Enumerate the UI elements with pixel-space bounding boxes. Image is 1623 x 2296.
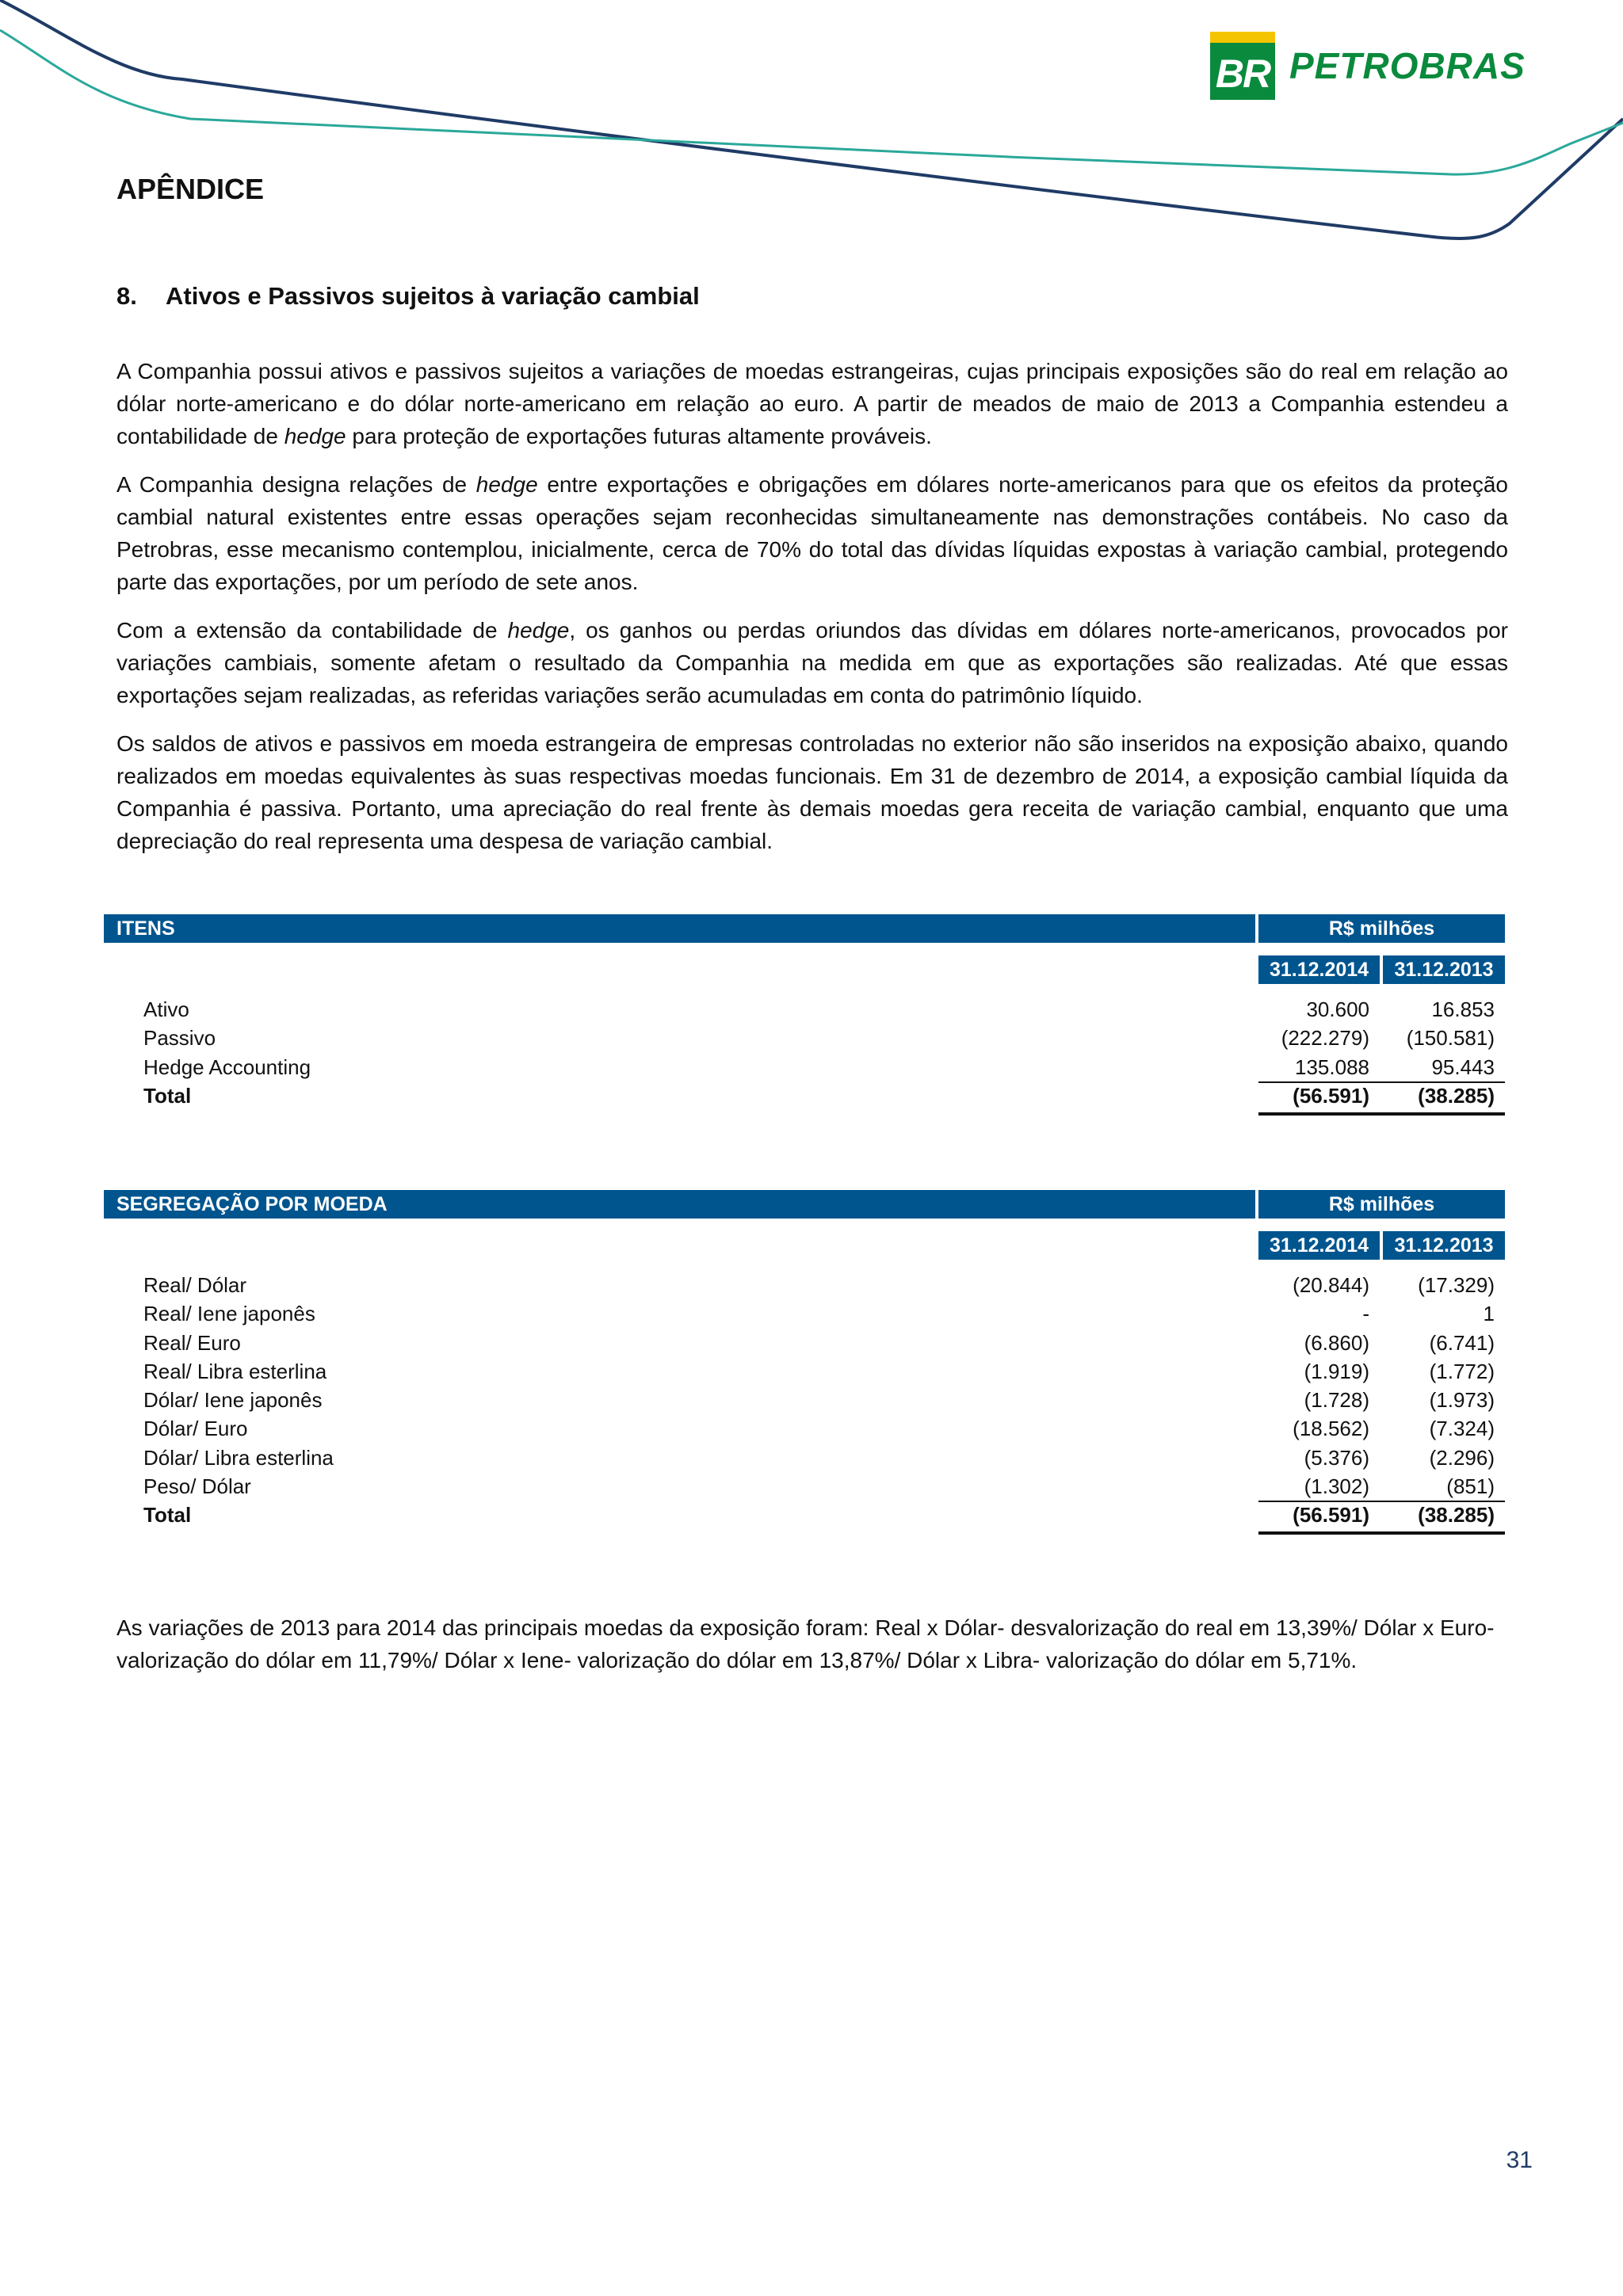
table-unit: R$ milhões (1258, 914, 1505, 943)
value-2014: 30.600 (1306, 997, 1369, 1021)
paragraph: A Companhia designa relações de hedge entre exportações e obrigações em dólares norte-americanos para que os efeitos da proteção cambial natural existentes entre essas operações sejam reconhecidas simultaneamente nas demonstrações contábeis. No caso da Petrobras, esse mecanismo contemplou, inicialmente, cerca de 70% do total das dívidas líquidas expostas à variação cambial, protegendo parte das exportações, por um período de sete anos. (116, 472, 1508, 594)
table-unit: R$ milhões (1258, 1190, 1505, 1219)
value-2014: (1.302) (1304, 1474, 1369, 1499)
table-row (104, 1472, 1505, 1501)
table-row (104, 1414, 1505, 1443)
table-row (104, 1329, 1505, 1357)
closing-paragraph: As variações de 2013 para 2014 das principais moedas da exposição foram: Real x Dólar- desvalorização do real em 13,39%/ Dólar x Euro- valorização do dólar em 11,79%/ Dólar x Iene- valorização do dólar em 13,87%/ Dólar x Libra- valorização do dólar em 5,71%. (116, 1615, 1495, 1672)
row-label: Dólar/ Iene japonês (143, 1388, 323, 1413)
table-row (104, 995, 1505, 1024)
row-label: Passivo (143, 1026, 216, 1051)
column-header-2013: 31.12.2013 (1383, 955, 1505, 984)
table-row (104, 1299, 1505, 1328)
page-header-title: APÊNDICE (116, 173, 265, 205)
currency-segregation-table (104, 1190, 1505, 1530)
value-2013: (1.973) (1429, 1388, 1495, 1413)
value-2013: 1 (1483, 1302, 1495, 1326)
items-table (104, 914, 1505, 1110)
value-2013: (851) (1446, 1474, 1495, 1499)
paragraph: Os saldos de ativos e passivos em moeda estrangeira de empresas controladas no exterior não são inseridos na exposição abaixo, quando realizados em moedas equivalentes às suas respectivas moedas funcionais. Em 31 de dezembro de 2014, a exposição cambial líquida da Companhia é passiva. Portanto, uma apreciação do real frente às demais moedas gera receita de variação cambial, enquanto que uma depreciação do real representa uma despesa de variação cambial. (116, 731, 1508, 853)
value-2014: (20.844) (1293, 1273, 1369, 1297)
table-label: ITENS (104, 914, 1255, 943)
row-label: Dólar/ Libra esterlina (143, 1445, 334, 1470)
page-number: 31 (1506, 2147, 1533, 2173)
table-total-row (104, 1081, 1505, 1110)
row-label: Ativo (143, 997, 189, 1021)
table-row (104, 1357, 1505, 1386)
row-label: Total (143, 1503, 192, 1527)
value-2014: (18.562) (1293, 1417, 1369, 1441)
paragraph: Com a extensão da contabilidade de hedge, os ganhos ou perdas oriundos das dívidas em dólares norte-americanos, provocados por variações cambiais, somente afetam o resultado da Companhia na medida em que as exportações são realizadas. Até que essas exportações sejam realizadas, as referidas variações serão acumuladas em conta do patrimônio líquido. (116, 618, 1508, 707)
table-row (104, 1271, 1505, 1299)
section-title: Ativos e Passivos sujeitos à variação cambial (166, 282, 700, 310)
value-2013: (2.296) (1429, 1445, 1495, 1470)
value-2013: 16.853 (1431, 997, 1495, 1021)
row-label: Real/ Euro (143, 1330, 241, 1355)
row-label: Dólar/ Euro (143, 1417, 248, 1441)
row-label: Real/ Iene japonês (143, 1302, 315, 1326)
table-row (104, 1444, 1505, 1472)
row-label: Real/ Libra esterlina (143, 1359, 327, 1383)
table-label: SEGREGAÇÃO POR MOEDA (104, 1190, 1255, 1219)
total-2014: (56.591) (1293, 1503, 1369, 1527)
column-header-2014: 31.12.2014 (1258, 955, 1380, 984)
column-header-2013: 31.12.2013 (1383, 1231, 1505, 1260)
value-2014: 135.088 (1295, 1055, 1369, 1079)
row-label: Hedge Accounting (143, 1055, 311, 1079)
value-2014: (6.860) (1304, 1330, 1369, 1355)
table-total-row (104, 1501, 1505, 1529)
paragraph: A Companhia possui ativos e passivos sujeitos a variações de moedas estrangeiras, cujas principais exposições são do real em relação ao dólar norte-americano e do dólar norte-americano em relação ao euro. A partir de meados de maio de 2013 a Companhia estendeu a contabilidade de hedge para proteção de exportações futuras altamente prováveis. (116, 359, 1508, 448)
petrobras-logo (1210, 32, 1526, 100)
value-2014: (1.919) (1304, 1359, 1369, 1383)
section-heading (116, 282, 700, 311)
body-text (116, 355, 1508, 857)
row-label: Peso/ Dólar (143, 1474, 251, 1499)
column-header-2014: 31.12.2014 (1258, 1231, 1380, 1260)
table-row (104, 1053, 1505, 1081)
table-row (104, 1024, 1505, 1052)
value-2013: (150.581) (1406, 1026, 1495, 1051)
value-2013: (1.772) (1429, 1359, 1495, 1383)
total-rule (1258, 1531, 1505, 1535)
value-2014: (5.376) (1304, 1445, 1369, 1470)
row-label: Real/ Dólar (143, 1273, 247, 1297)
table-row (104, 1386, 1505, 1414)
section-number: 8. (116, 282, 137, 310)
total-2013: (38.285) (1418, 1503, 1495, 1527)
value-2013: (17.329) (1418, 1273, 1495, 1297)
total-2013: (38.285) (1418, 1083, 1495, 1108)
value-2014: (1.728) (1304, 1388, 1369, 1413)
value-2013: (7.324) (1429, 1417, 1495, 1441)
value-2013: 95.443 (1431, 1055, 1495, 1079)
logo-wordmark: PETROBRAS (1289, 45, 1526, 86)
value-2014: (222.279) (1281, 1026, 1369, 1051)
br-logo-mark: BR (1210, 32, 1275, 100)
row-label: Total (143, 1083, 192, 1108)
total-rule (1258, 1112, 1505, 1116)
value-2014: - (1362, 1302, 1369, 1326)
value-2013: (6.741) (1429, 1330, 1495, 1355)
total-2014: (56.591) (1293, 1083, 1369, 1108)
